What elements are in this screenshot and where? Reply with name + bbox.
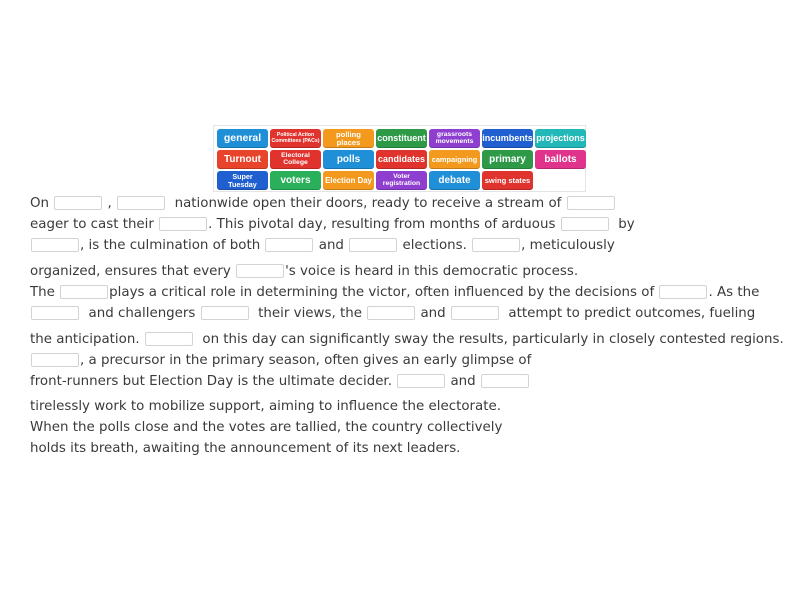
word-tile-election-day[interactable]: Election Day xyxy=(323,171,374,190)
passage-text: and xyxy=(314,238,349,253)
blank-slot-4[interactable] xyxy=(159,217,207,231)
word-tile-grassroots-movements[interactable]: grassroots movements xyxy=(429,129,480,148)
passage-text: elections. xyxy=(398,238,472,253)
word-tile-campaigning[interactable]: campaigning xyxy=(429,150,480,169)
word-tile-voters[interactable]: voters xyxy=(270,171,321,190)
passage-text: eager to cast their xyxy=(30,217,159,232)
blank-slot-20[interactable] xyxy=(481,374,529,388)
blank-slot-1[interactable] xyxy=(54,196,102,210)
passage-line xyxy=(30,419,502,437)
passage-text: . As the xyxy=(708,285,760,300)
word-tile-super-tuesday[interactable]: Super Tuesday xyxy=(217,171,268,190)
blank-slot-14[interactable] xyxy=(201,306,249,320)
passage-text: attempt to predict outcomes, fueling xyxy=(499,306,756,321)
blank-slot-3[interactable] xyxy=(567,196,615,210)
blank-slot-16[interactable] xyxy=(451,306,499,320)
word-tile-ballots[interactable]: ballots xyxy=(535,150,586,169)
passage-text: front-runners but Election Day is the ultimate decider. xyxy=(30,374,397,389)
passage-text: tirelessly work to mobilize support, aiming to influence the electorate. xyxy=(30,399,501,414)
blank-slot-10[interactable] xyxy=(236,264,284,278)
blank-slot-9[interactable] xyxy=(472,238,520,252)
blank-slot-12[interactable] xyxy=(659,285,707,299)
passage-line xyxy=(30,284,759,302)
word-tile-incumbents[interactable]: incumbents xyxy=(482,129,533,148)
blank-slot-18[interactable] xyxy=(31,353,79,367)
passage-line xyxy=(30,305,755,323)
passage-text: on this day can significantly sway the results, particularly in closely contested regions. xyxy=(193,332,784,347)
passage-text: 's voice is heard in this democratic process. xyxy=(285,264,579,279)
word-tile-primary[interactable]: primary xyxy=(482,150,533,169)
passage-text: and xyxy=(416,306,450,321)
passage-line xyxy=(30,352,531,370)
passage-text: , a precursor in the primary season, often gives an early glimpse of xyxy=(80,353,532,368)
blank-slot-13[interactable] xyxy=(31,306,79,320)
passage-line xyxy=(30,195,616,213)
passage-text: , xyxy=(103,196,117,211)
word-tile-turnout[interactable]: Turnout xyxy=(217,150,268,169)
passage-text: , is the culmination of both xyxy=(80,238,265,253)
word-tile-polling-places[interactable]: polling places xyxy=(323,129,374,148)
blank-slot-2[interactable] xyxy=(117,196,165,210)
passage-text: plays a critical role in determining the victor, often influenced by the decisions of xyxy=(109,285,659,300)
passage-text: . This pivotal day, resulting from months of arduous xyxy=(208,217,560,232)
blank-slot-15[interactable] xyxy=(367,306,415,320)
passage-line xyxy=(30,331,784,349)
passage-text: nationwide open their doors, ready to receive a stream of xyxy=(166,196,566,211)
passage-line xyxy=(30,398,501,416)
word-tile-swing-states[interactable]: swing states xyxy=(482,171,533,190)
passage-line xyxy=(30,237,615,255)
blank-slot-5[interactable] xyxy=(561,217,609,231)
word-tile-general[interactable]: general xyxy=(217,129,268,148)
word-tile-projections[interactable]: projections xyxy=(535,129,586,148)
passage-line xyxy=(30,216,635,234)
passage-text: holds its breath, awaiting the announcement of its next leaders. xyxy=(30,441,461,456)
passage-text: organized, ensures that every xyxy=(30,264,236,279)
blank-slot-8[interactable] xyxy=(349,238,397,252)
word-tile-electoral-college[interactable]: Electoral College xyxy=(270,150,321,169)
passage-line xyxy=(30,373,530,391)
word-tile-voter-registration[interactable]: Voter registration xyxy=(376,171,427,190)
passage-text: , meticulously xyxy=(521,238,615,253)
passage-text: and xyxy=(446,374,480,389)
passage-text: When the polls close and the votes are tallied, the country collectively xyxy=(30,420,503,435)
passage-text: The xyxy=(30,285,60,300)
passage-text: and challengers xyxy=(80,306,200,321)
word-tile-debate[interactable]: debate xyxy=(429,171,480,190)
blank-slot-19[interactable] xyxy=(397,374,445,388)
passage-text: their views, the xyxy=(249,306,367,321)
blank-slot-17[interactable] xyxy=(145,332,193,346)
passage-text: by xyxy=(609,217,635,232)
blank-slot-6[interactable] xyxy=(31,238,79,252)
blank-slot-11[interactable] xyxy=(60,285,108,299)
passage-text: the anticipation. xyxy=(30,332,144,347)
passage-line xyxy=(30,263,578,281)
passage-text: On xyxy=(30,196,54,211)
word-bank xyxy=(213,125,586,192)
passage-line xyxy=(30,440,460,458)
word-tile-polls[interactable]: polls xyxy=(323,150,374,169)
word-tile-political-action-committees-pacs[interactable]: Political Action Committees (PACs) xyxy=(270,129,321,148)
word-tile-candidates[interactable]: candidates xyxy=(376,150,427,169)
blank-slot-7[interactable] xyxy=(265,238,313,252)
word-tile-constituent[interactable]: constituent xyxy=(376,129,427,148)
